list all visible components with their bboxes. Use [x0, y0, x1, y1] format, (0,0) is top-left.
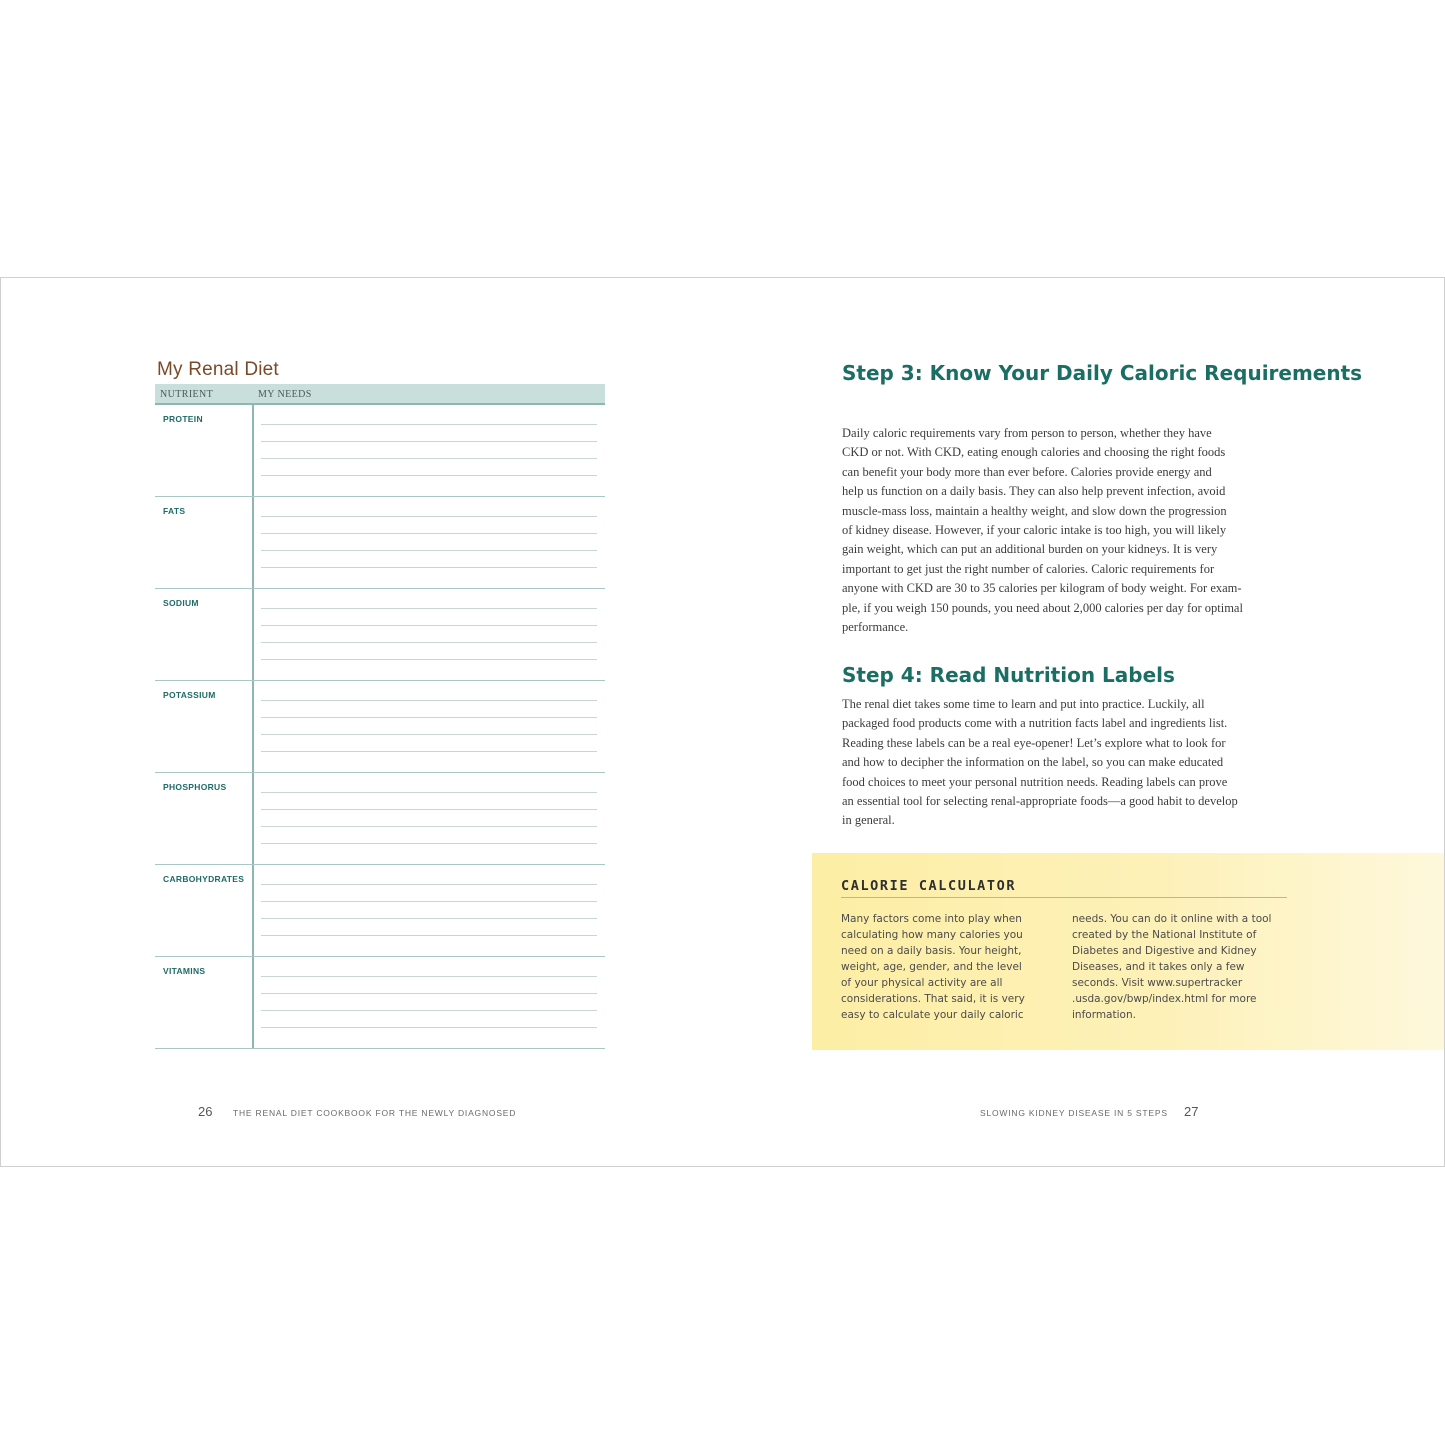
write-in-line[interactable]	[261, 918, 597, 919]
write-in-line[interactable]	[261, 700, 597, 701]
write-in-line[interactable]	[261, 935, 597, 936]
write-in-line[interactable]	[261, 625, 597, 626]
write-in-line[interactable]	[261, 884, 597, 885]
write-in-line[interactable]	[261, 843, 597, 844]
write-in-line[interactable]	[261, 533, 597, 534]
step3-heading: Step 3: Know Your Daily Caloric Requirements	[842, 361, 1363, 385]
nutrient-label: FATS	[163, 506, 186, 516]
table-row	[155, 957, 605, 1049]
table-header	[155, 384, 605, 405]
page-number-left: 26	[198, 1104, 213, 1119]
write-in-line[interactable]	[261, 608, 597, 609]
write-in-line[interactable]	[261, 659, 597, 660]
table-row	[155, 865, 605, 957]
column-divider	[252, 773, 254, 864]
write-in-line[interactable]	[261, 717, 597, 718]
nutrient-label: SODIUM	[163, 598, 199, 608]
callout-title: CALORIE CALCULATOR	[841, 878, 1017, 894]
column-header-my-needs: MY NEEDS	[258, 389, 312, 400]
column-divider	[252, 497, 254, 588]
column-divider	[252, 957, 254, 1048]
nutrient-table	[155, 384, 605, 1049]
write-in-line[interactable]	[261, 809, 597, 810]
callout-text-column-1: Many factors come into play when calculating how many calories you need on a daily basis. Your height, weight, age, gender, and the level of your physical activity are all considerations. That said, it is very easy to calculate your daily caloric	[841, 913, 1025, 1021]
write-in-line[interactable]	[261, 424, 597, 425]
write-in-line[interactable]	[261, 642, 597, 643]
table-body	[155, 405, 605, 1049]
nutrient-label: CARBOHYDRATES	[163, 874, 245, 884]
write-in-line[interactable]	[261, 901, 597, 902]
column-divider	[252, 589, 254, 680]
write-in-line[interactable]	[261, 475, 597, 476]
table-title: My Renal Diet	[157, 359, 279, 380]
nutrient-label: PHOSPHORUS	[163, 782, 227, 792]
step4-body: The renal diet takes some time to learn and put into practice. Luckily, all packaged food products come with a nutrition facts label and ingredients list. Reading these labels can be a real eye-opener! Let’s explore what to look for and how to decipher the information on the label, so you can make educated food choices to meet your personal nutrition needs. Reading labels can prove an essential tool for selecting renal-appropriate foods—a good habit to develop in general.	[842, 697, 1238, 828]
nutrient-label: PROTEIN	[163, 414, 203, 424]
write-in-line[interactable]	[261, 826, 597, 827]
write-in-line[interactable]	[261, 550, 597, 551]
table-row	[155, 589, 605, 681]
write-in-line[interactable]	[261, 792, 597, 793]
table-row	[155, 773, 605, 865]
table-row	[155, 681, 605, 773]
write-in-line[interactable]	[261, 1027, 597, 1028]
write-in-line[interactable]	[261, 1010, 597, 1011]
write-in-line[interactable]	[261, 441, 597, 442]
column-divider	[252, 865, 254, 956]
nutrient-label: VITAMINS	[163, 966, 206, 976]
write-in-line[interactable]	[261, 734, 597, 735]
column-divider	[252, 681, 254, 772]
nutrient-label: POTASSIUM	[163, 690, 216, 700]
callout-divider	[841, 897, 1287, 898]
column-header-nutrient: NUTRIENT	[160, 389, 214, 400]
write-in-line[interactable]	[261, 567, 597, 568]
step4-heading: Step 4: Read Nutrition Labels	[842, 663, 1175, 687]
callout-text-column-2: needs. You can do it online with a tool created by the National Institute of Diabetes and Digestive and Kidney Diseases, and it takes only a few seconds. Visit www.supertracker .usda.gov/bwp/index.html for more information.	[1072, 913, 1272, 1021]
running-head-right: SLOWING KIDNEY DISEASE IN 5 STEPS	[980, 1108, 1168, 1118]
table-row	[155, 497, 605, 589]
page-number-right: 27	[1184, 1104, 1199, 1119]
write-in-line[interactable]	[261, 458, 597, 459]
write-in-line[interactable]	[261, 976, 597, 977]
write-in-line[interactable]	[261, 751, 597, 752]
table-row	[155, 405, 605, 497]
column-divider	[252, 405, 254, 496]
write-in-line[interactable]	[261, 993, 597, 994]
running-head-left: THE RENAL DIET COOKBOOK FOR THE NEWLY DIAGNOSED	[233, 1108, 517, 1118]
calorie-calculator-callout	[812, 853, 1444, 1050]
step3-body: Daily caloric requirements vary from person to person, whether they have CKD or not. With CKD, eating enough calories and choosing the right foods can benefit your body more than ever before. Calories provide energy and help us function on a daily basis. They can also help prevent infection, avoid muscle-mass loss, maintain a healthy weight, and slow down the progression of kidney disease. However, if your caloric intake is too high, you will likely gain weight, which can put an additional burden on your kidneys. It is very important to get just the right number of calories. Caloric requirements for anyone with CKD are 30 to 35 calories per kilogram of body weight. For exam- ple, if you weigh 150 pounds, you need about 2,000 calories per day for optimal performance.	[842, 426, 1243, 635]
write-in-line[interactable]	[261, 516, 597, 517]
